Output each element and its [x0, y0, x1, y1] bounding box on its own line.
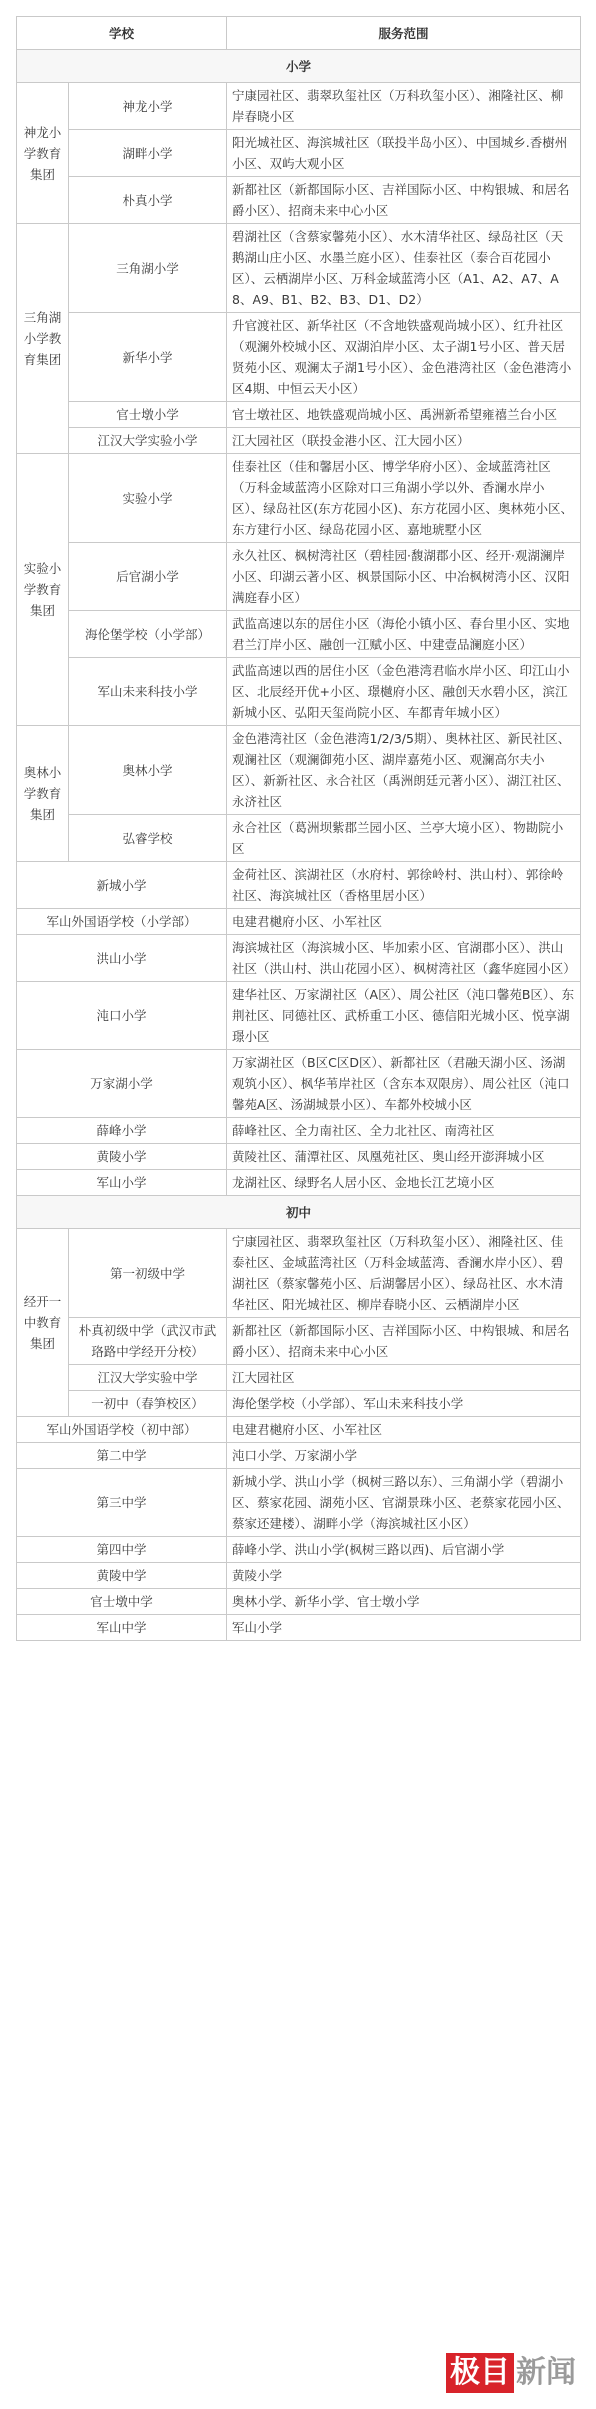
school-name: 洪山小学 — [17, 935, 227, 982]
table-row — [17, 1365, 581, 1391]
school-name: 湖畔小学 — [69, 130, 227, 177]
service-area: 宁康园社区、翡翠玖玺社区（万科玖玺小区）、湘隆社区、柳岸春晓小区 — [227, 83, 581, 130]
school-name: 朴真初级中学（武汉市武珞路中学经开分校） — [69, 1318, 227, 1365]
section-row-primary — [17, 50, 581, 83]
table-row — [17, 83, 581, 130]
school-name: 军山未来科技小学 — [69, 658, 227, 726]
service-area: 万家湖社区（B区C区D区）、新都社区（君融天湖小区、汤湖观筑小区）、枫华苇岸社区（含东本双限房）、周公社区（沌口馨苑A区、汤湖城景小区）、车都外校城小区 — [227, 1050, 581, 1118]
table-row — [17, 130, 581, 177]
school-name: 第一初级中学 — [69, 1229, 227, 1318]
service-area: 黄陵小学 — [227, 1563, 581, 1589]
service-area: 薛峰社区、全力南社区、全力北社区、南湾社区 — [227, 1118, 581, 1144]
school-name: 神龙小学 — [69, 83, 227, 130]
school-name: 海伦堡学校（小学部） — [69, 611, 227, 658]
service-area: 奥林小学、新华小学、官士墩小学 — [227, 1589, 581, 1615]
table-row — [17, 1391, 581, 1417]
school-name: 军山中学 — [17, 1615, 227, 1641]
table-row — [17, 862, 581, 909]
service-area: 江大园社区（联投金港小区、江大园小区） — [227, 428, 581, 454]
table-row — [17, 224, 581, 313]
table-row — [17, 1050, 581, 1118]
table-row — [17, 1170, 581, 1196]
school-name: 新华小学 — [69, 313, 227, 402]
school-name: 后官湖小学 — [69, 543, 227, 611]
school-name: 军山外国语学校（初中部） — [17, 1417, 227, 1443]
school-name: 江汉大学实验中学 — [69, 1365, 227, 1391]
table-row — [17, 1118, 581, 1144]
service-area: 新都社区（新都国际小区、吉祥国际小区、中构银城、和居名爵小区）、招商未来中心小区 — [227, 1318, 581, 1365]
table-row — [17, 726, 581, 815]
school-name: 薛峰小学 — [17, 1118, 227, 1144]
school-name: 万家湖小学 — [17, 1050, 227, 1118]
service-area: 宁康园社区、翡翠玖玺社区（万科玖玺小区）、湘隆社区、佳泰社区、金域蓝湾社区（万科金域蓝湾、香澜水岸小区）、碧湖社区（蔡家馨苑小区、后湖馨居小区）、绿岛社区、水木清华社区、阳光城社区、柳岸春晓小区、云栖湖岸小区 — [227, 1229, 581, 1318]
service-area: 黄陵社区、蒲潭社区、凤凰苑社区、奥山经开澎湃城小区 — [227, 1144, 581, 1170]
service-area: 武监高速以西的居住小区（金色港湾君临水岸小区、印江山小区、北辰经开优+小区、璟樾府小区、融创天水碧小区，滨江新城小区、弘阳天玺尚院小区、车都青年城小区） — [227, 658, 581, 726]
table-row — [17, 428, 581, 454]
school-name: 实验小学 — [69, 454, 227, 543]
school-name: 弘睿学校 — [69, 815, 227, 862]
service-area: 薛峰小学、洪山小学(枫树三路以西)、后官湖小学 — [227, 1537, 581, 1563]
school-name: 官士墩中学 — [17, 1589, 227, 1615]
watermark-logo: 极目 — [446, 2353, 514, 2393]
watermark — [446, 2353, 576, 2393]
service-area: 新城小学、洪山小学（枫树三路以东）、三角湖小学（碧湖小区、蔡家花园、湖苑小区、官湖景珠小区、老蔡家花园小区、蔡家还建楼）、湖畔小学（海滨城社区小区） — [227, 1469, 581, 1537]
school-name: 军山小学 — [17, 1170, 227, 1196]
service-area: 武监高速以东的居住小区（海伦小镇小区、春台里小区、实地君兰汀岸小区、融创一江赋小区、中建壹品澜庭小区） — [227, 611, 581, 658]
service-area: 龙湖社区、绿野名人居小区、金地长江艺境小区 — [227, 1170, 581, 1196]
school-name: 奥林小学 — [69, 726, 227, 815]
school-name: 江汉大学实验小学 — [69, 428, 227, 454]
service-area: 电建君樾府小区、小军社区 — [227, 909, 581, 935]
header-school: 学校 — [17, 17, 227, 50]
table-row — [17, 1537, 581, 1563]
school-group: 神龙小学教育集团 — [17, 83, 69, 224]
table-row — [17, 454, 581, 543]
service-area: 沌口小学、万家湖小学 — [227, 1443, 581, 1469]
table-row — [17, 177, 581, 224]
service-area: 军山小学 — [227, 1615, 581, 1641]
section-title-middle: 初中 — [17, 1196, 581, 1229]
service-area: 升官渡社区、新华社区（不含地铁盛观尚城小区）、红升社区（观澜外校城小区、双湖泊岸小区、太子湖1号小区、普天居贤苑小区、观澜太子湖1号小区）、金色港湾社区（金色港湾小区4期、中恒云天小区） — [227, 313, 581, 402]
table-row — [17, 1563, 581, 1589]
school-name: 第三中学 — [17, 1469, 227, 1537]
table-row — [17, 543, 581, 611]
school-group: 经开一中教育集团 — [17, 1229, 69, 1417]
service-area: 永合社区（葛洲坝紫郡兰园小区、兰亭大境小区）、物勘院小区 — [227, 815, 581, 862]
service-area: 佳泰社区（佳和馨居小区、博学华府小区）、金域蓝湾社区（万科金域蓝湾小区除对口三角湖小学以外、香澜水岸小区）、绿岛社区(东方花园小区)、东方花园小区、奥林苑小区、东方建行小区、绿岛花园小区、嘉地琥墅小区 — [227, 454, 581, 543]
service-area: 电建君樾府小区、小军社区 — [227, 1417, 581, 1443]
school-name: 第二中学 — [17, 1443, 227, 1469]
table-row — [17, 1417, 581, 1443]
table-row — [17, 1615, 581, 1641]
watermark-text: 新闻 — [516, 2355, 576, 2390]
service-area: 金荷社区、滨湖社区（水府村、郭徐岭村、洪山村）、郭徐岭社区、海滨城社区（香格里居小区） — [227, 862, 581, 909]
table-row — [17, 1469, 581, 1537]
table-row — [17, 815, 581, 862]
service-area: 官士墩社区、地铁盛观尚城小区、禹洲新希望雍禧兰台小区 — [227, 402, 581, 428]
service-area: 碧湖社区（含蔡家馨苑小区）、水木清华社区、绿岛社区（天鹅湖山庄小区、水墨兰庭小区）、佳泰社区（泰合百花园小区）、云栖湖岸小区、万科金域蓝湾小区（A1、A2、A7、A8、A9、B1、B2、B3、D1、D2） — [227, 224, 581, 313]
school-name: 黄陵中学 — [17, 1563, 227, 1589]
table-header-row — [17, 17, 581, 50]
school-district-table-container — [16, 16, 580, 1641]
service-area: 江大园社区 — [227, 1365, 581, 1391]
school-name: 朴真小学 — [69, 177, 227, 224]
service-area: 永久社区、枫树湾社区（碧桂园·馥湖郡小区、经开·观湖澜岸小区、印湖云著小区、枫景国际小区、中冶枫树湾小区、汉阳满庭春小区） — [227, 543, 581, 611]
table-row — [17, 982, 581, 1050]
service-area: 阳光城社区、海滨城社区（联投半岛小区）、中国城乡.香樹州小区、双屿大观小区 — [227, 130, 581, 177]
table-body — [17, 50, 581, 1641]
table-row — [17, 611, 581, 658]
table-row — [17, 402, 581, 428]
table-row — [17, 1443, 581, 1469]
header-scope: 服务范围 — [227, 17, 581, 50]
school-district-table — [16, 16, 581, 1641]
service-area: 海伦堡学校（小学部）、军山未来科技小学 — [227, 1391, 581, 1417]
table-row — [17, 1144, 581, 1170]
school-group: 三角湖小学教育集团 — [17, 224, 69, 454]
school-group: 实验小学教育集团 — [17, 454, 69, 726]
table-row — [17, 935, 581, 982]
table-row — [17, 1229, 581, 1318]
school-name: 三角湖小学 — [69, 224, 227, 313]
table-row — [17, 1589, 581, 1615]
school-name: 新城小学 — [17, 862, 227, 909]
section-row-middle — [17, 1196, 581, 1229]
table-row — [17, 1318, 581, 1365]
school-group: 奥林小学教育集团 — [17, 726, 69, 862]
table-row — [17, 658, 581, 726]
service-area: 金色港湾社区（金色港湾1/2/3/5期）、奥林社区、新民社区、观澜社区（观澜御苑小区、湖岸嘉苑小区、观澜高尔夫小区）、新新社区、永合社区（禹洲朗廷元著小区）、湖江社区、永济社区 — [227, 726, 581, 815]
service-area: 海滨城社区（海滨城小区、毕加索小区、官湖郡小区）、洪山社区（洪山村、洪山花园小区）、枫树湾社区（鑫华庭园小区） — [227, 935, 581, 982]
school-name: 黄陵小学 — [17, 1144, 227, 1170]
table-row — [17, 313, 581, 402]
school-name: 一初中（春笋校区） — [69, 1391, 227, 1417]
service-area: 建华社区、万家湖社区（A区）、周公社区（沌口馨苑B区）、东荆社区、同德社区、武桥重工小区、德信阳光城小区、悦享湖璟小区 — [227, 982, 581, 1050]
table-row — [17, 909, 581, 935]
school-name: 第四中学 — [17, 1537, 227, 1563]
section-title-primary: 小学 — [17, 50, 581, 83]
school-name: 沌口小学 — [17, 982, 227, 1050]
service-area: 新都社区（新都国际小区、吉祥国际小区、中构银城、和居名爵小区）、招商未来中心小区 — [227, 177, 581, 224]
school-name: 军山外国语学校（小学部） — [17, 909, 227, 935]
school-name: 官士墩小学 — [69, 402, 227, 428]
